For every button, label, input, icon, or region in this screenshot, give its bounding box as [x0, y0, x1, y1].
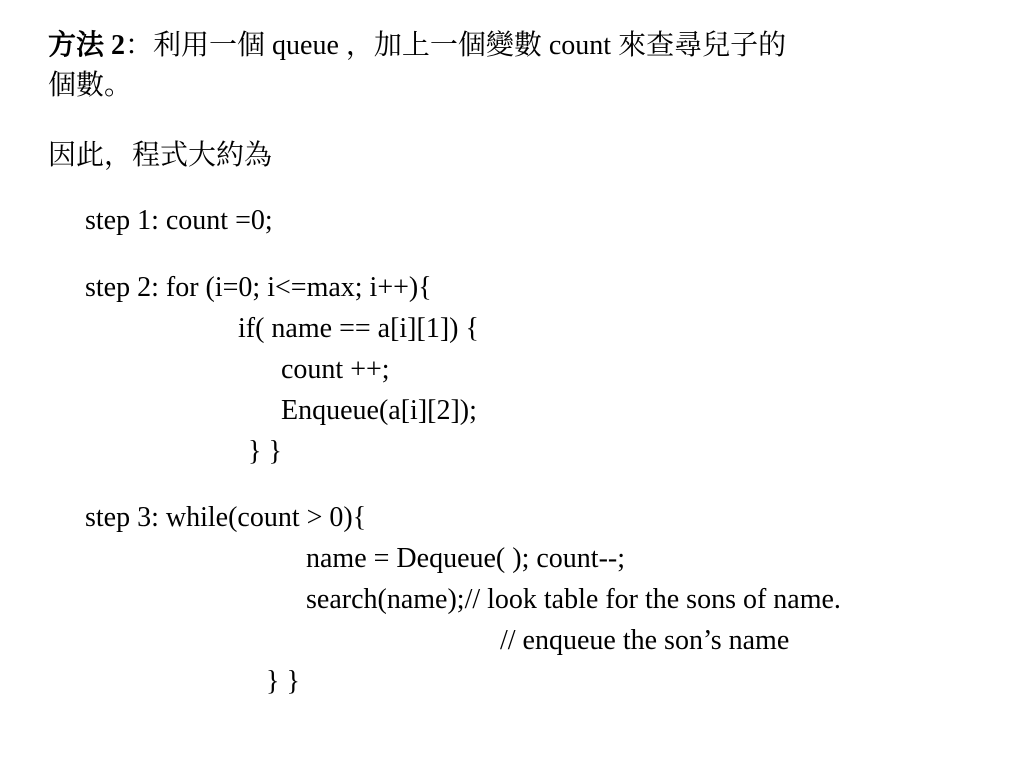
step1-line: step 1: count =0; — [85, 205, 273, 236]
step3-line-comment: // enqueue the son’s name — [500, 625, 790, 656]
intro-line-1 — [48, 26, 786, 66]
lead-text: 因此，程式大約為 — [48, 140, 273, 171]
step2-line-for: step 2: for (i=0; i<=max; i++){ — [85, 272, 432, 303]
intro-text: ：利用一個 queue ，加上一個變數 count 來查尋兒子的 — [125, 30, 787, 61]
step2-line-if: if( name == a[i][1]) { — [238, 313, 479, 344]
step3-line-search: search(name);// look table for the sons of name. — [306, 584, 841, 615]
intro-line-2: 個數。 — [48, 70, 133, 101]
step2-line-close: } } — [248, 436, 282, 467]
step3-line-close: } } — [266, 666, 300, 697]
step3-line-while: step 3: while(count > 0){ — [85, 502, 367, 533]
step2-line-count: count ++; — [281, 354, 390, 385]
method-label: 方法 2 — [48, 30, 126, 61]
step3-line-dequeue: name = Dequeue( ); count--; — [306, 543, 625, 574]
step2-line-enqueue: Enqueue(a[i][2]); — [281, 395, 477, 426]
